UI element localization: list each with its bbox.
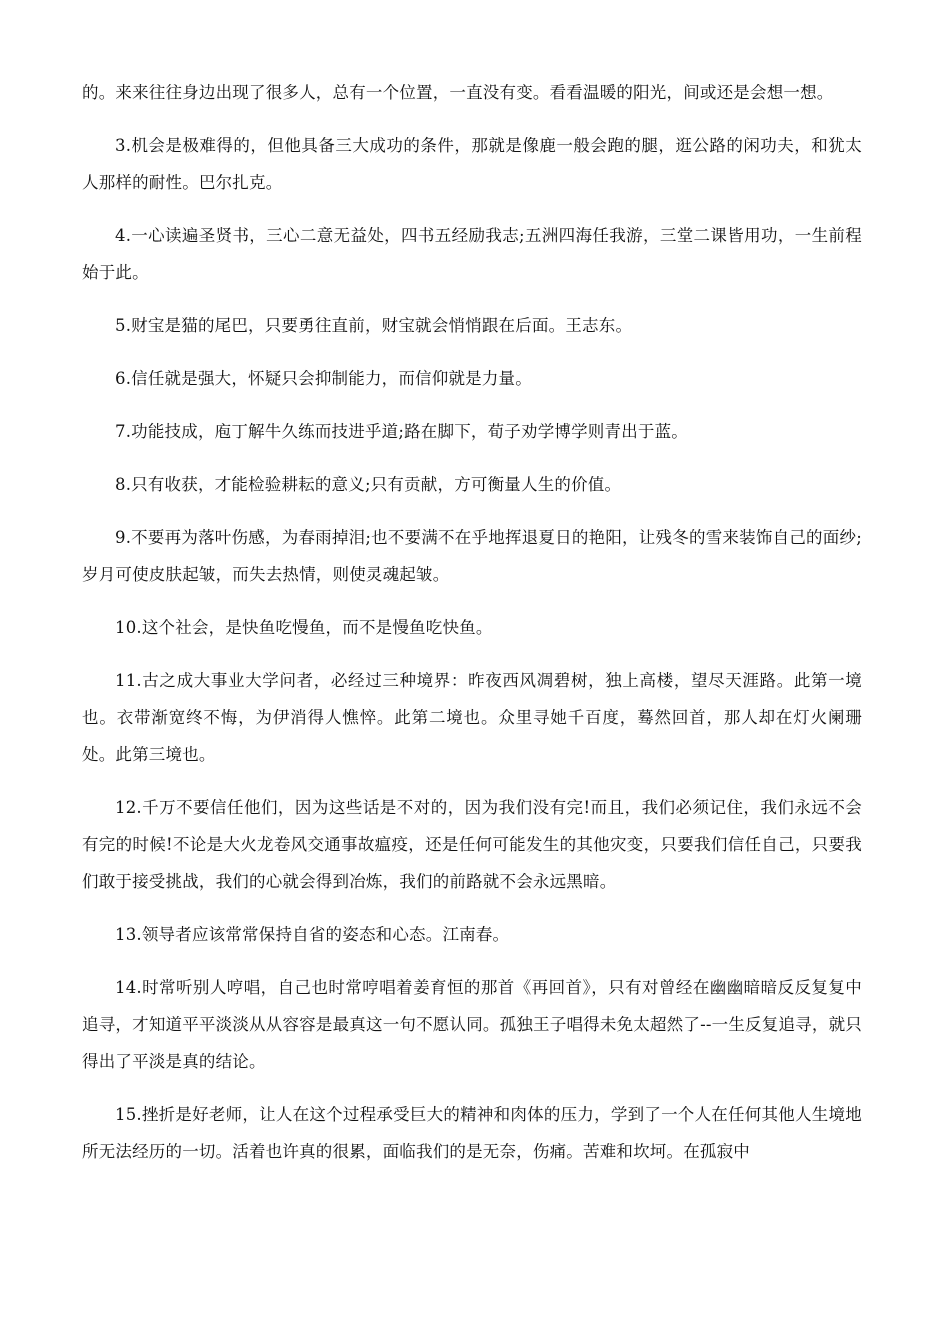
paragraph-9: 9.不要再为落叶伤感，为春雨掉泪;也不要满不在乎地挥退夏日的艳阳，让残冬的雪来装饰自己的面纱;岁月可使皮肤起皱，而失去热情，则使灵魂起皱。 [82,528,862,584]
paragraph-4: 4.一心读遍圣贤书，三心二意无益处，四书五经励我志;五洲四海任我游，三堂二课皆用功，一生前程始于此。 [82,226,862,282]
paragraph-12: 12.千万不要信任他们，因为这些话是不对的，因为我们没有完!而且，我们必须记住，我们永远不会有完的时候!不论是大火龙卷风交通事故瘟疫，还是任何可能发生的其他灾变，只要我们信任自己，只要我们敢于接受挑战，我们的心就会得到冶炼，我们的前路就不会永远黑暗。 [82,798,862,891]
paragraph-5: 5.财宝是猫的尾巴，只要勇往直前，财宝就会悄悄跟在后面。王志东。 [115,316,633,335]
paragraph-13: 13.领导者应该常常保持自省的姿态和心态。江南春。 [115,925,510,944]
paragraph-11: 11.古之成大事业大学问者，必经过三种境界：昨夜西风凋碧树，独上高楼，望尽天涯路。此第一境也。衣带渐宽终不悔，为伊消得人憔悴。此第二境也。众里寻她千百度，蓦然回首，那人却在灯火阑珊处。此第三境也。 [82,671,862,764]
paragraph-3: 3.机会是极难得的，但他具备三大成功的条件，那就是像鹿一般会跑的腿，逛公路的闲功夫，和犹太人那样的耐性。巴尔扎克。 [82,136,862,192]
paragraph-10: 10.这个社会，是快鱼吃慢鱼，而不是慢鱼吃快鱼。 [115,618,493,637]
paragraph-7: 7.功能技成，庖丁解牛久练而技进乎道;路在脚下，荀子劝学博学则青出于蓝。 [115,422,689,441]
paragraph-6: 6.信任就是强大，怀疑只会抑制能力，而信仰就是力量。 [115,369,532,388]
paragraph-8: 8.只有收获，才能检验耕耘的意义;只有贡献，方可衡量人生的价值。 [115,475,622,494]
paragraph-15: 15.挫折是好老师，让人在这个过程承受巨大的精神和肉体的压力，学到了一个人在任何其他人生境地所无法经历的一切。活着也许真的很累，面临我们的是无奈，伤痛。苦难和坎坷。在孤寂中 [82,1105,862,1161]
paragraph-14: 14.时常听别人哼唱，自己也时常哼唱着姜育恒的那首《再回首》，只有对曾经在幽幽暗暗反反复复中追寻，才知道平平淡淡从从容容是最真这一句不愿认同。孤独王子唱得未免太超然了--一生反复追寻，就只得出了平淡是真的结论。 [82,978,862,1071]
paragraph-continuation: 的。来来往往身边出现了很多人，总有一个位置，一直没有变。看看温暖的阳光，间或还是会想一想。 [82,83,834,102]
